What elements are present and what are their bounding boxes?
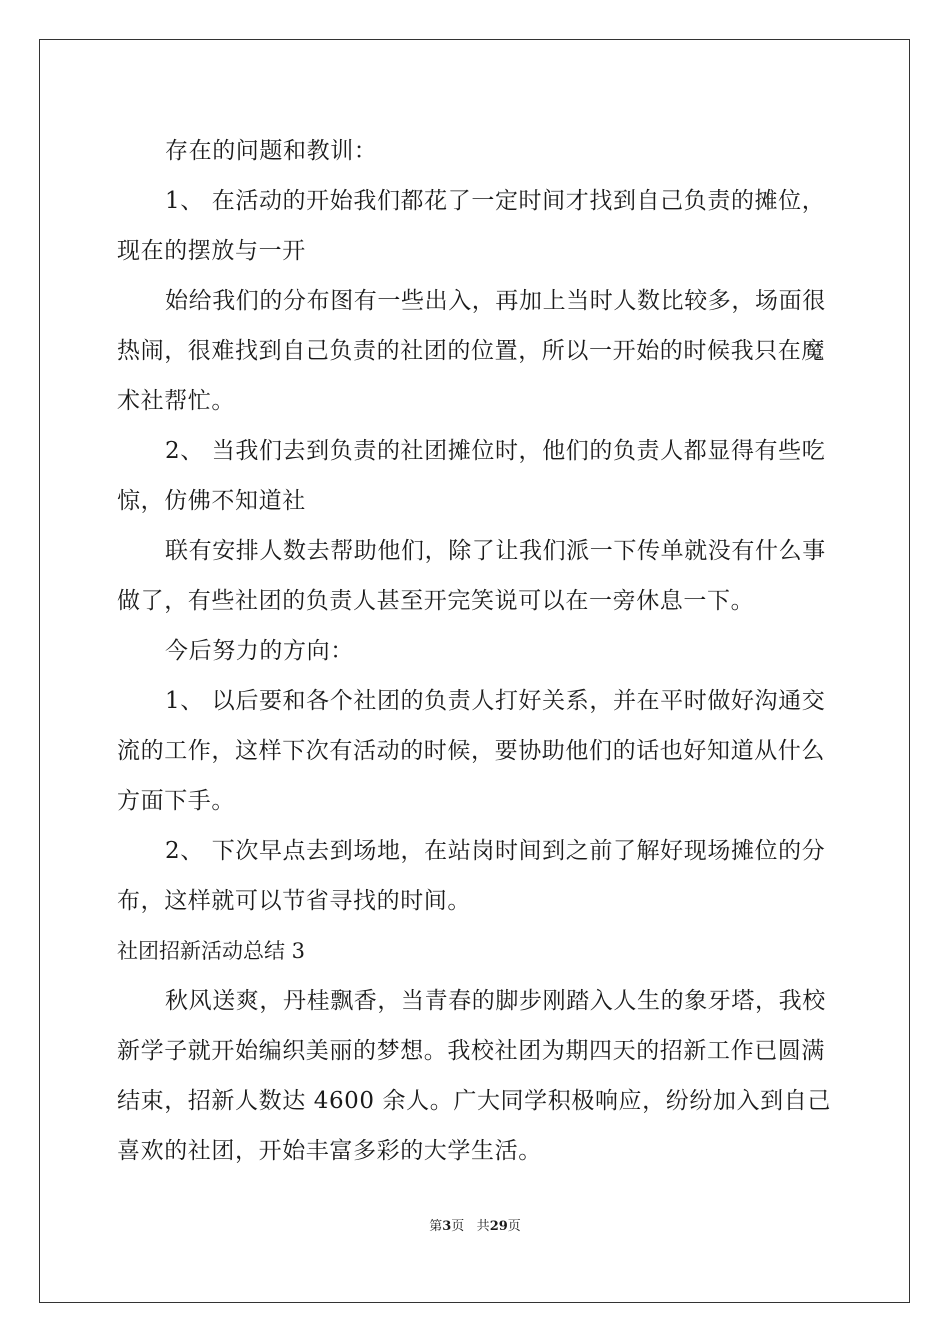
- paragraph-line: 1、 在活动的开始我们都花了一定时间才找到自己负责的摊位，: [165, 188, 826, 214]
- paragraph-line: 做了，有些社团的负责人甚至开完笑说可以在一旁休息一下。: [117, 588, 755, 614]
- total-pages: 29: [489, 1219, 508, 1234]
- paragraph-line: 新学子就开始编织美丽的梦想。我校社团为期四天的招新工作已圆满: [117, 1038, 825, 1064]
- paragraph-line: 1、 以后要和各个社团的负责人打好关系，并在平时做好沟通交: [165, 688, 826, 714]
- paragraph-line: 秋风送爽，丹桂飘香，当青春的脚步刚踏入人生的象牙塔，我校: [165, 988, 826, 1014]
- paragraph-line: 始给我们的分布图有一些出入，再加上当时人数比较多，场面很: [165, 288, 826, 314]
- section-heading-problems: 存在的问题和教训：: [165, 138, 378, 164]
- page-number: 3: [442, 1219, 452, 1234]
- paragraph-line: 联有安排人数去帮助他们，除了让我们派一下传单就没有什么事: [165, 538, 826, 564]
- paragraph-line: 喜欢的社团，开始丰富多彩的大学生活。: [117, 1138, 542, 1164]
- paragraph-line: 现在的摆放与一开: [117, 238, 306, 264]
- paragraph-line: 热闹，很难找到自己负责的社团的位置，所以一开始的时候我只在魔: [117, 338, 825, 364]
- total-prefix: 共: [476, 1219, 490, 1234]
- paragraph-line: 流的工作，这样下次有活动的时候，要协助他们的话也好知道从什么: [117, 738, 825, 764]
- page-prefix: 第: [429, 1219, 443, 1234]
- total-suffix: 页: [507, 1219, 521, 1234]
- paragraph-line: 术社帮忙。: [117, 388, 235, 414]
- paragraph-line: 方面下手。: [117, 788, 235, 814]
- paragraph-line: 布，这样就可以节省寻找的时间。: [117, 888, 471, 914]
- paragraph-line: 2、 当我们去到负责的社团摊位时，他们的负责人都显得有些吃: [165, 438, 826, 464]
- paragraph-line: 惊，仿佛不知道社: [117, 488, 306, 514]
- paragraph-line: 结束，招新人数达 4600 余人。广大同学积极响应，纷纷加入到自己: [117, 1088, 831, 1114]
- page-suffix: 页: [451, 1219, 465, 1234]
- article-title: 社团招新活动总结 3: [117, 939, 306, 963]
- paragraph-line: 2、 下次早点去到场地，在站岗时间到之前了解好现场摊位的分: [165, 838, 826, 864]
- section-heading-future: 今后努力的方向：: [165, 638, 354, 664]
- page-footer: [0, 1218, 950, 1236]
